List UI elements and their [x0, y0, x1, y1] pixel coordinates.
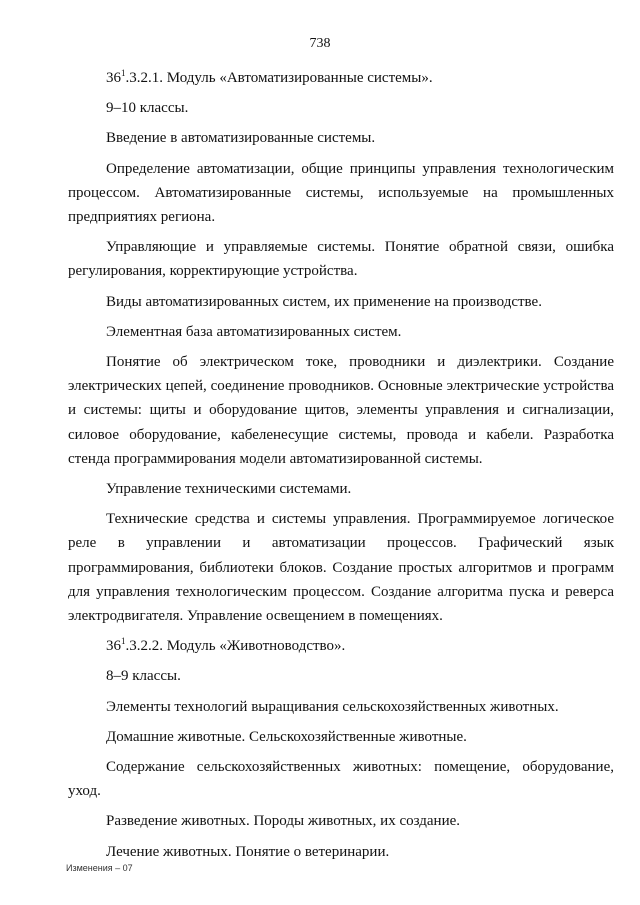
- footer-revision: Изменения – 07: [66, 863, 133, 873]
- section-element-base: Элементная база автоматизированных систем.: [106, 323, 402, 340]
- grades-line: 8–9 классы.: [106, 668, 181, 685]
- grades-line: 9–10 классы.: [106, 100, 189, 117]
- paragraph-technical-means: Технические средства и системы управления. Программируемое логическое реле в управлении и автоматизации процессов. Графический язык программирования, библиотеки блоков. Создание простых алгоритмов и программ для управления технологическим процессом. Создание алгоритма пуска и реверса электродвигателя. Управление освещением в помещениях.: [68, 511, 614, 625]
- page-number: 738: [309, 36, 331, 51]
- module-title: .3.2.1. Модуль «Автоматизированные системы».: [125, 70, 433, 86]
- paragraph-domestic: Домашние животные. Сельскохозяйственные животные.: [106, 728, 467, 745]
- paragraph-breeding: Разведение животных. Породы животных, их создание.: [106, 813, 461, 830]
- module-title: .3.2.2. Модуль «Животноводство».: [125, 638, 346, 655]
- paragraph-control-systems: Управляющие и управляемые системы. Понятие обратной связи, ошибка регулирования, корректирующие устройства.: [68, 239, 614, 280]
- module-number-superscript: 1: [121, 68, 126, 78]
- module-number-superscript: 1: [121, 636, 126, 647]
- section-technical-control: Управление техническими системами.: [106, 481, 352, 498]
- paragraph-types: Виды автоматизированных систем, их применение на производстве.: [106, 293, 542, 310]
- section-intro: Введение в автоматизированные системы.: [106, 130, 376, 147]
- module-heading-automated-systems: [68, 66, 614, 90]
- paragraph-definition: Определение автоматизации, общие принципы управления технологическим процессом. Автоматизированные системы, используемые на промышленных предприятиях региона.: [68, 160, 614, 226]
- paragraph-electric-current: Понятие об электрическом токе, проводники и диэлектрики. Создание электрических цепей, соединение проводников. Основные электрические устройства и системы: щиты и оборудование щитов, элементы управления и сигнализации, силовое оборудование, кабеленесущие системы, провода и кабели. Разработка стенда программирования модели автоматизированной системы.: [68, 354, 614, 467]
- paragraph-elements: Элементы технологий выращивания сельскохозяйственных животных.: [106, 698, 559, 715]
- paragraph-treatment: Лечение животных. Понятие о ветеринарии.: [106, 843, 390, 860]
- paragraph-keeping: Содержание сельскохозяйственных животных: помещение, оборудование, уход.: [68, 759, 614, 800]
- module-number: 36: [106, 638, 121, 655]
- module-number: 36: [106, 70, 121, 86]
- body-text: [68, 66, 614, 870]
- module-heading-livestock: [68, 634, 614, 658]
